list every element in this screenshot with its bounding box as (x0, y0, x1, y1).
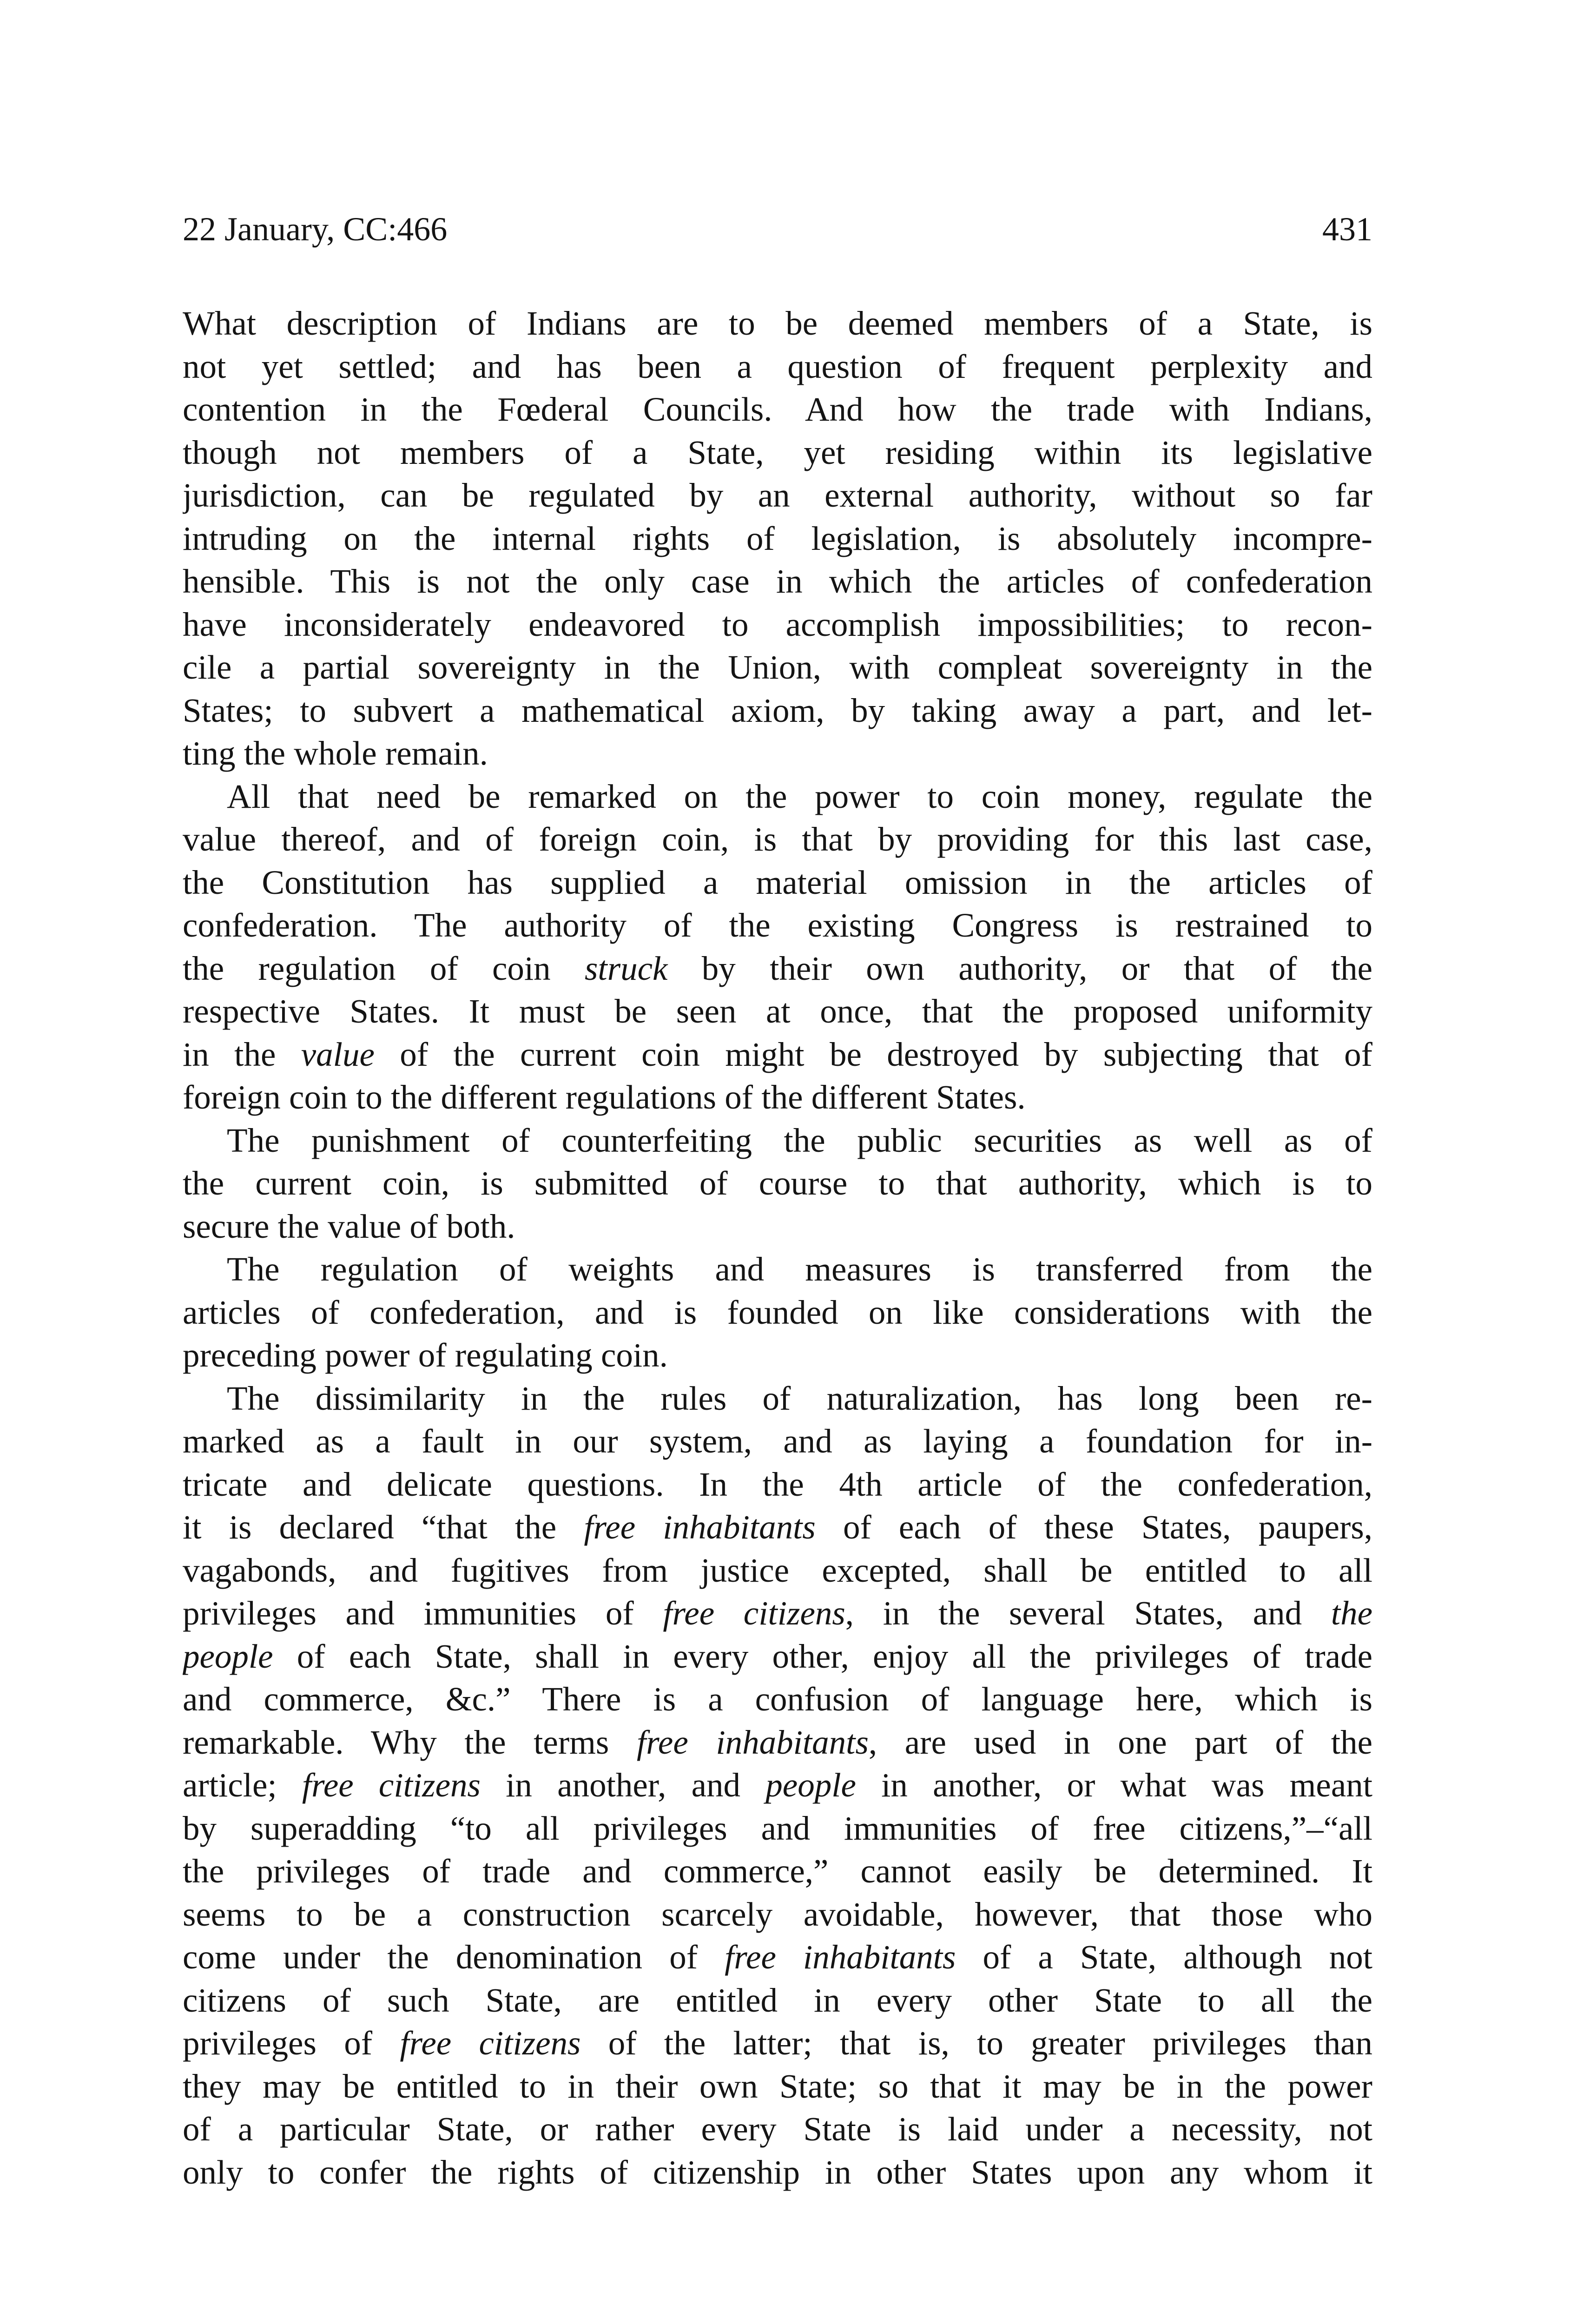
text-segment: vagabonds, and fugitives from justice excepted, shall be entitled to all (183, 1551, 1372, 1589)
italic-text: free inhabitants (636, 1723, 869, 1761)
text-segment: , are used in one part of the (868, 1723, 1372, 1761)
text-segment: jurisdiction, can be regulated by an external authority, without so far (183, 476, 1372, 514)
text-line (183, 1893, 1372, 1936)
text-segment: and commerce, &c.” There is a confusion of language here, which is (183, 1680, 1372, 1718)
text-line (183, 1420, 1372, 1463)
text-line (183, 775, 1372, 819)
text-segment: tricate and delicate questions. In the 4th article of the confederation, (183, 1465, 1372, 1503)
text-segment: The dissimilarity in the rules of naturalization, has long been re- (227, 1379, 1372, 1417)
text-line (183, 1248, 1372, 1291)
text-line (183, 431, 1372, 475)
text-segment: not yet settled; and has been a question of frequent perplexity and (183, 347, 1372, 385)
text-segment: of the latter; that is, to greater privileges than (580, 2024, 1372, 2062)
text-line (183, 1850, 1372, 1893)
text-line (183, 1936, 1372, 1979)
text-segment: come under the denomination of (183, 1938, 725, 1976)
text-segment: by their own authority, or that of the (667, 949, 1372, 987)
text-segment: of each State, shall in every other, enjoy all the privileges of trade (273, 1637, 1372, 1675)
text-line (183, 2022, 1372, 2065)
text-segment: in the (183, 1035, 301, 1073)
text-segment: What description of Indians are to be deemed members of a State, is (183, 304, 1372, 342)
text-segment: the current coin, is submitted of course to that authority, which is to (183, 1164, 1372, 1202)
text-line (183, 1592, 1372, 1635)
text-segment: only to confer the rights of citizenship in other States upon any whom it (183, 2153, 1372, 2191)
italic-text: free citizens (302, 1766, 481, 1804)
italic-text: free citizens (663, 1594, 845, 1632)
text-line (183, 1807, 1372, 1850)
text-segment: of each of these States, paupers, (815, 1508, 1372, 1546)
page-header (183, 210, 1372, 257)
text-segment: of a State, although not (956, 1938, 1372, 1976)
text-segment: respective States. It must be seen at once, that the proposed uniformity (183, 992, 1372, 1030)
text-line (183, 2065, 1372, 2108)
text-segment: they may be entitled to in their own State; so that it may be in the power (183, 2067, 1372, 2105)
italic-text: free inhabitants (725, 1938, 956, 1976)
italic-text: value (301, 1035, 375, 1073)
text-segment: All that need be remarked on the power to coin money, regulate the (227, 777, 1372, 815)
text-line (183, 1463, 1372, 1506)
text-segment: foreign coin to the different regulations of the different States. (183, 1078, 1026, 1116)
text-segment: in another, and (480, 1766, 766, 1804)
text-line (183, 990, 1372, 1033)
text-line (183, 861, 1372, 905)
text-segment: contention in the Fœderal Councils. And how the trade with Indians, (183, 390, 1372, 428)
page-number: 431 (1322, 211, 1372, 248)
text-segment: confederation. The authority of the existing Congress is restrained to (183, 906, 1372, 944)
italic-text: struck (585, 949, 668, 987)
text-line (183, 1162, 1372, 1205)
text-segment: citizens of such State, are entitled in every other State to all the (183, 1981, 1372, 2019)
text-line (183, 1506, 1372, 1549)
text-segment: the Constitution has supplied a material omission in the articles of (183, 863, 1372, 901)
text-segment: articles of confederation, and is founded on like considerations with the (183, 1293, 1372, 1331)
text-line (183, 1549, 1372, 1592)
text-segment: preceding power of regulating coin. (183, 1336, 668, 1374)
text-segment: the privileges of trade and commerce,” cannot easily be determined. It (183, 1852, 1372, 1890)
text-line (183, 1721, 1372, 1764)
text-segment: privileges of (183, 2024, 400, 2062)
text-segment: cile a partial sovereignty in the Union, with compleat sovereignty in the (183, 648, 1372, 686)
text-segment: article; (183, 1766, 302, 1804)
text-line (183, 904, 1372, 947)
italic-text: people (183, 1637, 273, 1675)
text-line (183, 2151, 1372, 2194)
text-line (183, 474, 1372, 517)
text-segment: hensible. This is not the only case in which the articles of confederation (183, 562, 1372, 600)
text-segment: it is declared “that the (183, 1508, 584, 1546)
text-segment: by superadding “to all privileges and immunities of free citizens,”–“all (183, 1809, 1372, 1847)
text-segment: value thereof, and of foreign coin, is that by providing for this last case, (183, 820, 1372, 858)
text-line (183, 1334, 1372, 1377)
text-segment: intruding on the internal rights of legislation, is absolutely incompre- (183, 519, 1372, 557)
text-segment: marked as a fault in our system, and as laying a foundation for in- (183, 1422, 1372, 1460)
text-segment: privileges and immunities of (183, 1594, 663, 1632)
text-line (183, 345, 1372, 389)
text-segment: though not members of a State, yet residing within its legislative (183, 433, 1372, 471)
text-line (183, 1119, 1372, 1162)
text-line (183, 1764, 1372, 1807)
italic-text: the (1331, 1594, 1372, 1632)
text-line (183, 1076, 1372, 1119)
text-line (183, 732, 1372, 775)
text-segment: The regulation of weights and measures is transferred from the (227, 1250, 1372, 1288)
text-segment: of the current coin might be destroyed by subjecting that of (374, 1035, 1372, 1073)
text-line (183, 689, 1372, 733)
text-line (183, 947, 1372, 990)
text-line (183, 1033, 1372, 1076)
text-segment: secure the value of both. (183, 1207, 515, 1245)
text-line (183, 1205, 1372, 1248)
text-line (183, 603, 1372, 647)
text-line (183, 818, 1372, 861)
text-line (183, 388, 1372, 431)
running-head: 22 January, CC:466 (183, 211, 448, 248)
body-text (183, 302, 1372, 2194)
text-line (183, 1291, 1372, 1334)
text-segment: ting the whole remain. (183, 734, 488, 772)
text-segment: The punishment of counterfeiting the public securities as well as of (227, 1121, 1372, 1159)
italic-text: free inhabitants (584, 1508, 816, 1546)
text-line (183, 2108, 1372, 2151)
text-segment: of a particular State, or rather every State is laid under a necessity, not (183, 2110, 1372, 2148)
text-segment: the regulation of coin (183, 949, 585, 987)
text-segment: remarkable. Why the terms (183, 1723, 637, 1761)
text-segment: have inconsiderately endeavored to accomplish impossibilities; to recon- (183, 605, 1372, 643)
text-line (183, 1678, 1372, 1721)
text-segment: in another, or what was meant (856, 1766, 1372, 1804)
text-segment: seems to be a construction scarcely avoidable, however, that those who (183, 1895, 1372, 1933)
text-line (183, 560, 1372, 603)
text-line (183, 1635, 1372, 1678)
italic-text: free citizens (400, 2024, 581, 2062)
text-line (183, 517, 1372, 561)
text-line (183, 646, 1372, 689)
text-line (183, 1979, 1372, 2022)
text-line (183, 1377, 1372, 1420)
italic-text: people (765, 1766, 856, 1804)
text-segment: , in the several States, and (845, 1594, 1331, 1632)
text-line (183, 302, 1372, 345)
text-segment: States; to subvert a mathematical axiom, by taking away a part, and let- (183, 691, 1372, 729)
